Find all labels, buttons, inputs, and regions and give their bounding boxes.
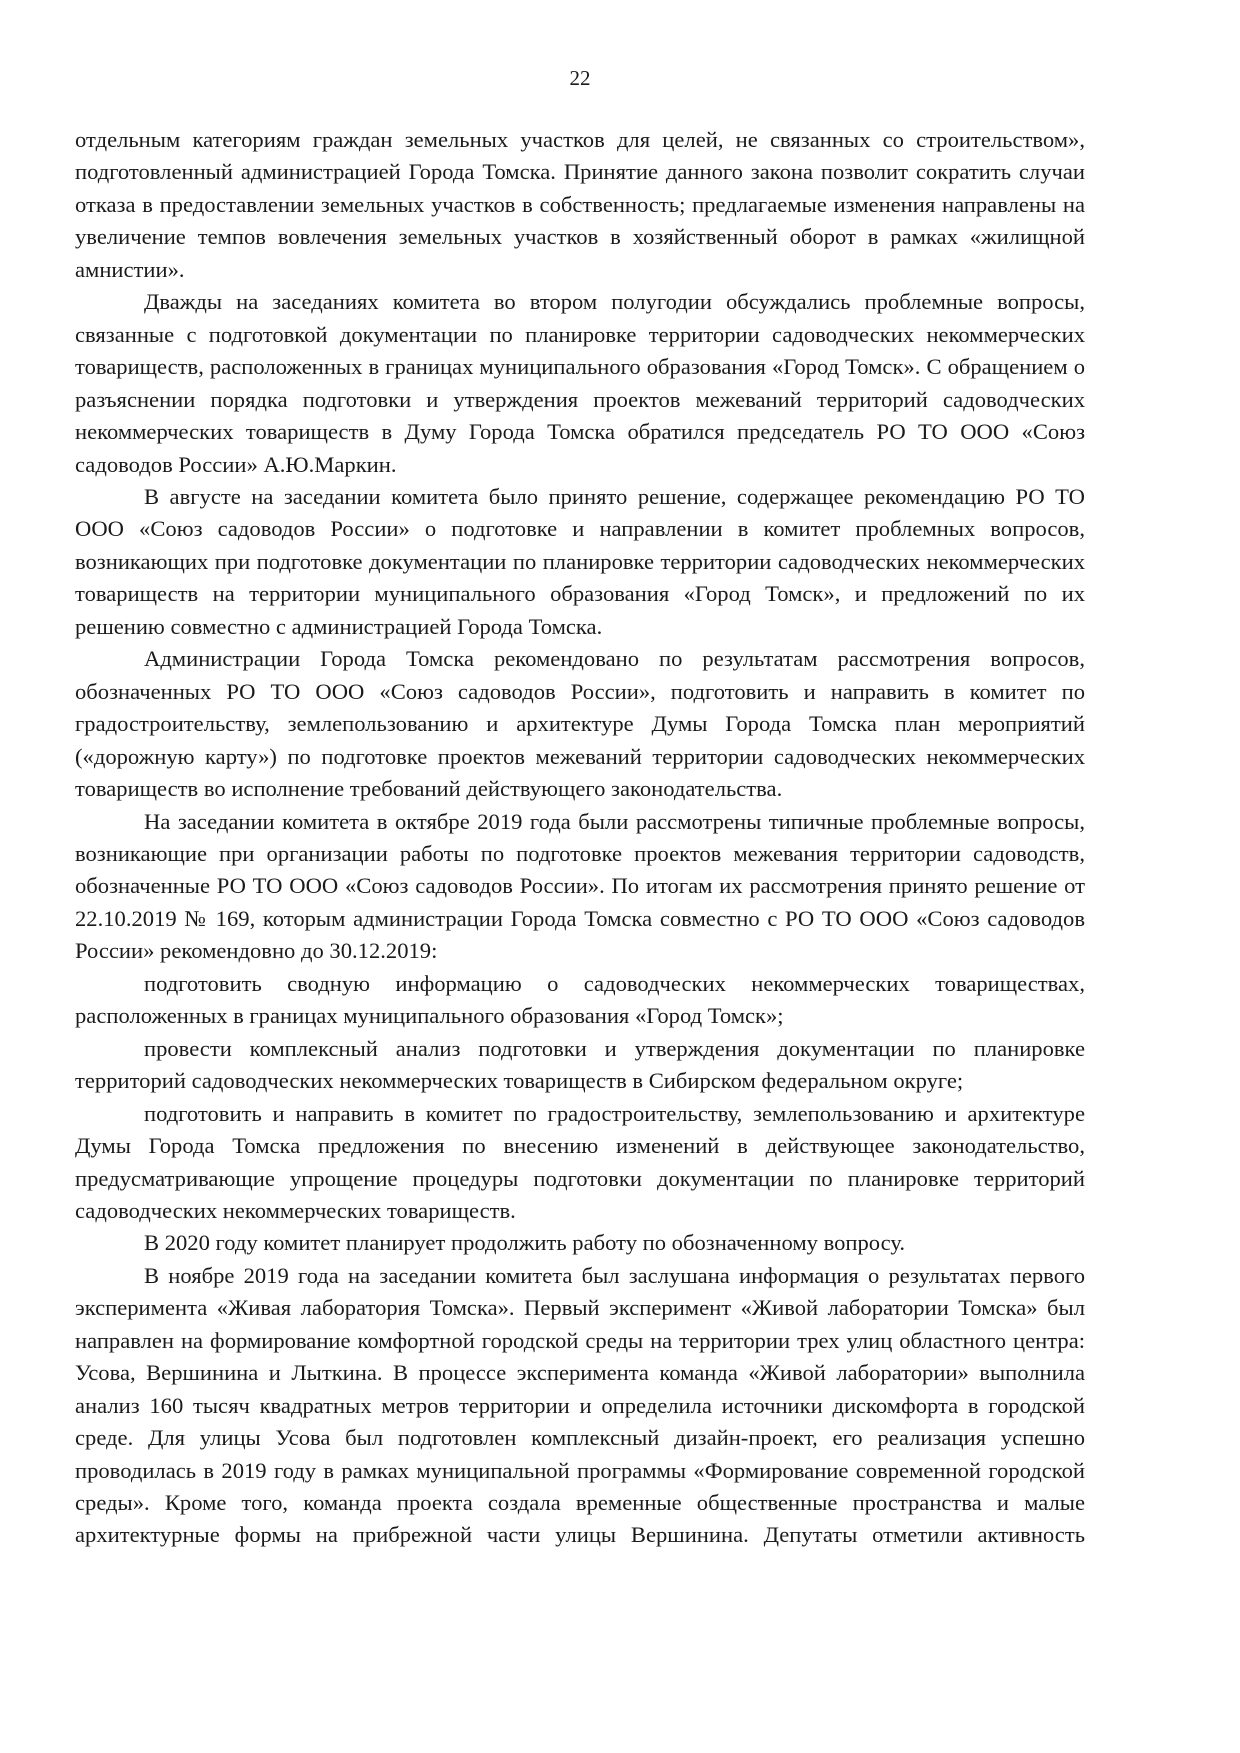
paragraph-continuation: отдельным категориям граждан земельных участков для целей, не связанных со строительством», подготовленный администрацией Города Томска. Принятие данного закона позволит сократить случаи отказа в предоставлении земельных участков в собственность; предлагаемые изменения направлены на увеличение темпов вовлечения земельных участков в хозяйственный оборот в рамках «жилищной амнистии». — [75, 127, 1085, 282]
document-body — [75, 124, 1085, 1552]
paragraph-october-meeting: На заседании комитета в октябре 2019 года были рассмотрены типичные проблемные вопросы, возникающие при организации работы по подготовке проектов межевания территории садоводств, обозначенные РО ТО ООО «Союз садоводов России». По итогам их рассмотрения принято решение от 22.10.2019 № 169, которым администрации Города Томска совместно с РО ТО ООО «Союз садоводов России» рекомендовно до 30.12.2019: — [75, 808, 1085, 964]
paragraph-snt-issues: Дважды на заседаниях комитета во втором полугодии обсуждались проблемные вопросы, связанные с подготовкой документации по планировке территории садоводческих некоммерческих товариществ, расположенных в границах муниципального образования «Город Томск». С обращением о разъяснении порядка подготовки и утверждения проектов межеваний территорий садоводческих некоммерческих товариществ в Думу Города Томска обратился председатель РО ТО ООО «Союз садоводов России» А.Ю.Маркин. — [75, 289, 1085, 477]
paragraph-2020-plan: В 2020 году комитет планирует продолжить работу по обозначенному вопросу. — [144, 1230, 906, 1256]
paragraph-august-decision: В августе на заседании комитета было принято решение, содержащее рекомендацию РО ТО ООО «Союз садоводов России» о подготовке и направлении в комитет проблемных вопросов, возникающих при подготовке документации по планировке территории садоводческих некоммерческих товариществ на территории муниципального образования «Город Томск», и предложений по их решению совместно с администрацией Города Томска. — [75, 483, 1085, 639]
page-number: 22 — [569, 66, 591, 90]
list-item-prepare-summary: подготовить сводную информацию о садоводческих некоммерческих товариществах, расположенных в границах муниципального образования «Город Томск»; — [75, 970, 1085, 1029]
paragraph-living-lab: В ноябре 2019 года на заседании комитета был заслушана информация о результатах первого эксперимента «Живая лаборатория Томска». Первый эксперимент «Живой лаборатории Томска» был направлен на формирование комфортной городской среды на территории трех улиц областного центра: Усова, Вершинина и Лыткина. В процессе эксперимента команда «Живой лаборатории» выполнила анализ 160 тысяч квадратных метров территории и определила источники дискомфорта в городской среде. Для улицы Усова был подготовлен комплексный дизайн-проект, его реализация успешно проводилась в 2019 году в рамках муниципальной программы «Формирование современной городской среды». Кроме того, команда проекта создала временные общественные пространства и малые архитектурные формы на прибрежной части улицы Вершинина. Депутаты отметили активность — [75, 1262, 1085, 1548]
list-item-analysis: провести комплексный анализ подготовки и утверждения документации по планировке территорий садоводческих некоммерческих товариществ в Сибирском федеральном округе; — [75, 1035, 1085, 1094]
list-item-proposals: подготовить и направить в комитет по градостроительству, землепользованию и архитектуре Думы Города Томска предложения по внесению изменений в действующее законодательство, предусматривающие упрощение процедуры подготовки документации по планировке территорий садоводческих некоммерческих товариществ. — [75, 1100, 1085, 1223]
paragraph-administration-recommendation: Администрации Города Томска рекомендовано по результатам рассмотрения вопросов, обозначенных РО ТО ООО «Союз садоводов России», подготовить и направить в комитет по градостроительству, землепользованию и архитектуре Думы Города Томска план мероприятий («дорожную карту») по подготовке проектов межеваний территории садоводческих некоммерческих товариществ во исполнение требований действующего законодательства. — [75, 646, 1085, 802]
